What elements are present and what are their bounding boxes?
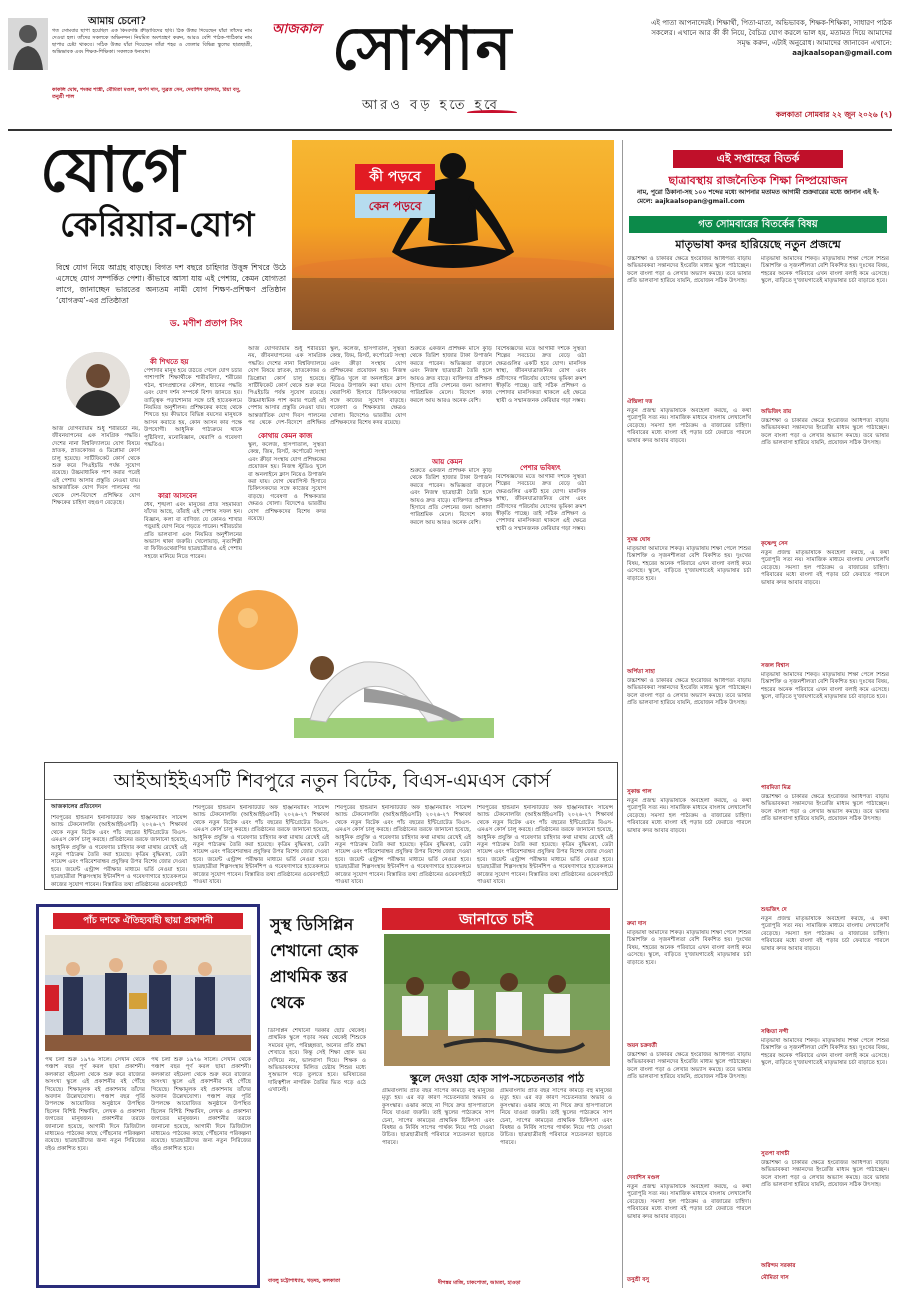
letters-col-2g: মাতৃভাষা আমাদের শিকড়। মাতৃভাষায় শিক্ষা পেলে শিশুর চিন্তাশক্তি ও সৃজনশীলতা বেশি বিকশিত হয়। দুঃখের বিষয়, শহরের অনেক পরিবারে এখন বাংলা বলাই কমে এসেছে। স্কুলে, বাড়িতে দু'জায়গাতেই মাতৃভাষার চর্চা বাড়াতে হবে। [761, 1038, 889, 1067]
letters-col-1d: উচ্চশিক্ষা ও চাকরির ক্ষেত্রে ইংরেজির আধিপত্য বাড়ায় অভিভাবকরা সন্তানদের ইংরেজি মাধ্যম স্কুলে পাঠাচ্ছেন। ফলে বাংলা পড়া ও লেখার অভ্যাস কমছে। তবে ভাষার প্রতি ভালবাসা হারিয়ে যায়নি, প্রয়োজন সঠিক উৎসাহ। [627, 678, 751, 707]
sub-where: কোথায় কেমন কাজ [258, 432, 313, 440]
tagline-swoosh [467, 110, 517, 115]
writer-9: অভিজিৎ রায় [761, 409, 792, 415]
iiest-divider [45, 799, 617, 800]
publisher-story-body-2: পথ চলা শুরু ১৯৭৬ সালে। সেখান থেকে পঞ্চাশ বছর পূর্ণ করল ছায়া প্রকাশনী। কলকাতা বইমেলা থেকে শুরু করে রাজ্যের অসংখ্য স্কুলে এই প্রকাশনীর বই পৌঁছে গিয়েছে। শিক্ষামূলক বই প্রকাশনায় তাঁদের অবদান উল্লেখযোগ্য। পঞ্চাশ বছর পূর্তি উপলক্ষে আয়োজিত অনুষ্ঠানে উপস্থিত ছিলেন বিশিষ্ট শিক্ষাবিদ, লেখক ও প্রকাশনা জগতের মানুষজন। প্রকাশনীর তরফে জানানো হয়েছে, আগামী দিনে ডিজিটাল মাধ্যমেও পাঠকের কাছে পৌঁছনোর পরিকল্পনা রয়েছে। ছাত্রছাত্রীদের জন্য নতুন সিরিজের বইও প্রকাশিত হবে। [151, 1057, 251, 1152]
writer-4: সুকান্ত পাল [627, 789, 652, 795]
publisher-name: আজকাল [272, 22, 322, 37]
letters-col-2b: উচ্চশিক্ষা ও চাকরির ক্ষেত্রে ইংরেজির আধিপত্য বাড়ায় অভিভাবকরা সন্তানদের ইংরেজি মাধ্যম স্কুলে পাঠাচ্ছেন। ফলে বাংলা পড়া ও লেখার অভ্যাস কমছে। তবে ভাষার প্রতি ভালবাসা হারিয়ে যায়নি, প্রয়োজন সঠিক উৎসাহ। [761, 418, 889, 447]
debate-column [622, 140, 892, 1288]
letters-col-2: মাতৃভাষা আমাদের শিকড়। মাতৃভাষায় শিক্ষা পেলে শিশুর চিন্তাশক্তি ও সৃজনশীলতা বেশি বিকশিত হয়। দুঃখের বিষয়, শহরের অনেক পরিবারে এখন বাংলা বলাই কমে এসেছে। স্কুলে, বাড়িতে দু'জায়গাতেই মাতৃভাষার চর্চা বাড়াতে হবে। [761, 256, 889, 285]
letters-col-1e: নতুন প্রজন্ম মাতৃভাষাকে অবহেলা করছে, এ কথা পুরোপুরি সত্য নয়। সামাজিক মাধ্যমে বাংলায় লেখালেখি বেড়েছে। সমস্যা হল পাঠ্যক্রম ও বাজারের চাহিদা। পরিবারের মধ্যে বাংলা বই পড়ার চর্চা ফেরাতে পারলে ভাষার কদর আবার বাড়বে। [627, 798, 751, 834]
quiz-names: কাকলি ঘোষ, শংকর শাস্ত্রী, মৌমিতা মণ্ডল, অর্পণ দাস, সুব্রত সেন, দেবাশিস হালদার, রিয়া বসু, তনুশ্রী পাল [52, 87, 241, 100]
letters-col-1c: মাতৃভাষা আমাদের শিকড়। মাতৃভাষায় শিক্ষা পেলে শিশুর চিন্তাশক্তি ও সৃজনশীলতা বেশি বিকশিত হয়। দুঃখের বিষয়, শহরের অনেক পরিবারে এখন বাংলা বলাই কমে এসেছে। স্কুলে, বাড়িতে দু'জায়গাতেই মাতৃভাষার চর্চা বাড়াতে হবে। [627, 546, 751, 582]
writer-2: সুমন্ত ঘোষ [627, 537, 651, 543]
discipline-author: বাবলু চট্টোপাধ্যায়, খড়দহ, কলকাতা [268, 1278, 341, 1284]
lead-body-4: স্কুল, কলেজ, হাসপাতাল, সুস্থতা কেন্দ্র, জিম, রিসর্ট, কর্পোরেট সংস্থা এবং ক্রীড়া সংস্থায় যোগ প্রশিক্ষকের প্রয়োজন হয়। নিজস্ব স্টুডিও খুলে বা অনলাইনে ক্লাস নিয়েও উপার্জন করা যায়। যোগ থেরাপিস্ট হিসাবে চিকিৎসকদের সঙ্গে কাজের সুযোগ বাড়ছে। গবেষণা ও শিক্ষকতার ক্ষেত্রও খোলা। বিদেশেও ভারতীয় যোগ প্রশিক্ষকদের বিশেষ কদর রয়েছে। [248, 442, 326, 523]
iiest-body-col1: শিবপুরের ইন্ডিয়ান ইনস্টিটিউট অফ ইঞ্জিনিয়ারিং সায়েন্স অ্যান্ড টেকনোলজি (আইআইইএসটি) ২০২৬-২৭ শিক্ষাবর্ষ থেকে নতুন বিটেক এবং পাঁচ বছরের ইন্টিগ্রেটেড বিএস-এমএস কোর্স চালু করছে। প্রতিষ্ঠানের তরফে জানানো হয়েছে, আধুনিক প্রযুক্তি ও গবেষণার চাহিদার কথা মাথায় রেখেই এই নতুন পাঠ্যক্রম তৈরি করা হয়েছে। কৃত্রিম বুদ্ধিমত্তা, ডেটা সায়েন্স এবং পরিবেশবান্ধব প্রযুক্তির উপর বিশেষ জোর দেওয়া হবে। জয়েন্ট এন্ট্রান্স পরীক্ষার মাধ্যমে ভর্তি নেওয়া হবে। ছাত্রছাত্রীরা শিল্পসংস্থায় ইন্টার্নশিপ ও গবেষণাগারে হাতেকলমে কাজের সুযোগ পাবেন। বিস্তারিত তথ্য প্রতিষ্ঠানের ওয়েবসাইটে [51, 815, 187, 887]
writer-7: দেবাশিস মণ্ডল [627, 1175, 660, 1181]
masthead-tagline: আরও বড় হতে হবে [362, 98, 500, 113]
writer-15: সুতপা বাগচী [761, 1151, 790, 1157]
yoga-child-image [214, 570, 494, 756]
quiz-heading: আমায় চেনো? [88, 16, 146, 27]
writer-8: তনুশ্রী বসু [627, 1277, 650, 1283]
janate-title: জানাতে চাই [382, 908, 610, 930]
publisher-story-title: পাঁচ দশকে ঐতিহ্যবাহী ছায়া প্রকাশনী [53, 913, 243, 929]
debate-topic: ছাত্রাবস্থায় রাজনৈতিক শিক্ষা নিষ্প্রয়োজন [668, 174, 848, 187]
writer-10: কৃষ্ণেন্দু সেন [761, 541, 788, 547]
janate-body-2: গ্রামবাংলায় প্রতি বছর সাপের কামড়ে বহু মানুষের মৃত্যু হয়। এর বড় কারণ সচেতনতার অভাব ও কুসংস্কার। ওঝার কাছে না গিয়ে দ্রুত হাসপাতালে নিয়ে যাওয়া জরুরি। তাই স্কুলের পাঠ্যক্রমে সাপ চেনা, সাপের কামড়ের প্রাথমিক চিকিৎসা এবং বিষধর ও নির্বিষ সাপের পার্থক্য নিয়ে পাঠ দেওয়া উচিত। ছাত্রছাত্রীরাই পরিবারে সচেতনতা ছড়াতে পারবে। [500, 1088, 612, 1146]
lead-byline: ড. মণীশ প্রতাপ সিং [170, 319, 243, 329]
janate-box [378, 900, 618, 1290]
debate-title: এই সপ্তাহের বিতর্ক [673, 150, 843, 168]
writer-16: অরিন্দম সরকার [761, 1263, 796, 1269]
iiest-body-col3: শিবপুরের ইন্ডিয়ান ইনস্টিটিউট অফ ইঞ্জিনিয়ারিং সায়েন্স অ্যান্ড টেকনোলজি (আইআইইএসটি) ২০২৬-২৭ শিক্ষাবর্ষ থেকে নতুন বিটেক এবং পাঁচ বছরের ইন্টিগ্রেটেড বিএস-এমএস কোর্স চালু করছে। প্রতিষ্ঠানের তরফে জানানো হয়েছে, আধুনিক প্রযুক্তি ও গবেষণার চাহিদার কথা মাথায় রেখেই এই নতুন পাঠ্যক্রম তৈরি করা হয়েছে। কৃত্রিম বুদ্ধিমত্তা, ডেটা সায়েন্স এবং পরিবেশবান্ধব প্রযুক্তির উপর বিশেষ জোর দেওয়া হবে। জয়েন্ট এন্ট্রান্স পরীক্ষার মাধ্যমে ভর্তি নেওয়া হবে। ছাত্রছাত্রীরা শিল্পসংস্থায় ইন্টার্নশিপ ও গবেষণাগারে হাতেকলমে কাজের সুযোগ পাবেন। বিস্তারিত তথ্য প্রতিষ্ঠানের ওয়েবসাইটে পাওয়া যাবে। [335, 805, 471, 886]
writer-1: ঐন্দ্রিলা দত্ত [627, 399, 653, 405]
publisher-story-box [36, 904, 260, 1288]
debate-instructions: নাম, পুরো ঠিকানা-সহ ১০০ শব্দের মধ্যে আপনার মতামত আগামী শুক্রবারের মধ্যে জানান এই ই-মেলে: aajkaalsopan@gmail.com [637, 189, 880, 205]
iiest-reporter: আজকালের প্রতিবেদন [51, 804, 102, 810]
writer-11: সজল বিশ্বাস [761, 663, 790, 669]
children-snake-photo [384, 934, 610, 1066]
writer-5: রুমা দাস [627, 921, 647, 927]
lead-body-5: শুরুতে একজন প্রশিক্ষক মাসে কুড়ি থেকে তিরিশ হাজার টাকা উপার্জন করতে পারেন। অভিজ্ঞতা বাড়লে এবং নিজস্ব ছাত্রছাত্রী তৈরি হলে আয়ও দ্রুত বাড়ে। ব্যক্তিগত প্রশিক্ষক হিসাবে প্রতি সেশনের জন্য আলাদা পারিশ্রমিক মেলে। বিদেশে কাজ করলে আয় আরও অনেক বেশি। [410, 468, 492, 526]
iiest-box [44, 762, 618, 890]
last-debate-label: গত সোমবারের বিতর্কের বিষয় [629, 216, 887, 233]
letters-col-1h: নতুন প্রজন্ম মাতৃভাষাকে অবহেলা করছে, এ কথা পুরোপুরি সত্য নয়। সামাজিক মাধ্যমে বাংলায় লেখালেখি বেড়েছে। সমস্যা হল পাঠ্যক্রম ও বাজারের চাহিদা। পরিবারের মধ্যে বাংলা বই পড়ার চর্চা ফেরাতে পারলে ভাষার কদর আবার বাড়বে। [627, 1184, 751, 1220]
iiest-body-col2: শিবপুরের ইন্ডিয়ান ইনস্টিটিউট অফ ইঞ্জিনিয়ারিং সায়েন্স অ্যান্ড টেকনোলজি (আইআইইএসটি) ২০২৬-২৭ শিক্ষাবর্ষ থেকে নতুন বিটেক এবং পাঁচ বছরের ইন্টিগ্রেটেড বিএস-এমএস কোর্স চালু করছে। প্রতিষ্ঠানের তরফে জানানো হয়েছে, আধুনিক প্রযুক্তি ও গবেষণার চাহিদার কথা মাথায় রেখেই এই নতুন পাঠ্যক্রম তৈরি করা হয়েছে। কৃত্রিম বুদ্ধিমত্তা, ডেটা সায়েন্স এবং পরিবেশবান্ধব প্রযুক্তির উপর বিশেষ জোর দেওয়া হবে। জয়েন্ট এন্ট্রান্স পরীক্ষার মাধ্যমে ভর্তি নেওয়া হবে। ছাত্রছাত্রীরা শিল্পসংস্থায় ইন্টার্নশিপ ও গবেষণাগারে হাতেকলমে কাজের সুযোগ পাবেন। বিস্তারিত তথ্য প্রতিষ্ঠানের ওয়েবসাইটে পাওয়া যাবে। [193, 805, 329, 886]
janate-body-1: গ্রামবাংলায় প্রতি বছর সাপের কামড়ে বহু মানুষের মৃত্যু হয়। এর বড় কারণ সচেতনতার অভাব ও কুসংস্কার। ওঝার কাছে না গিয়ে দ্রুত হাসপাতালে নিয়ে যাওয়া জরুরি। তাই স্কুলের পাঠ্যক্রমে সাপ চেনা, সাপের কামড়ের প্রাথমিক চিকিৎসা এবং বিষধর ও নির্বিষ সাপের পার্থক্য নিয়ে পাঠ দেওয়া উচিত। ছাত্রছাত্রীরাই পরিবারে সচেতনতা ছড়াতে পারবে। [382, 1088, 494, 1146]
letters-col-2f: নতুন প্রজন্ম মাতৃভাষাকে অবহেলা করছে, এ কথা পুরোপুরি সত্য নয়। সামাজিক মাধ্যমে বাংলায় লেখালেখি বেড়েছে। সমস্যা হল পাঠ্যক্রম ও বাজারের চাহিদা। পরিবারের মধ্যে বাংলা বই পড়ার চর্চা ফেরাতে পারলে ভাষার কদর আবার বাড়বে। [761, 916, 889, 952]
lead-body-1: পেশাদার মানুষ হয়ে উঠতে গেলে যোগ চর্চার পাশাপাশি শিক্ষার্থীকে শারীরবিদ্যা, শরীরের গঠন, শ্বাসপ্রশ্বাসের কৌশল, ধ্যানের পদ্ধতি এবং যোগ দর্শন সম্পর্কে বিশদ জানতে হয়। তাত্ত্বিক পড়াশোনার সঙ্গে চাই হাতেকলমে নিয়মিত অনুশীলন। প্রশিক্ষকের কাছে থেকে শিখতে হয় কীভাবে বিভিন্ন বয়সের মানুষকে আসন করাতে হয়, কোন আসন কার পক্ষে উপযোগী। আধুনিক পাঠ্যক্রমে থাকে পুষ্টিবিদ্যা, মনোবিজ্ঞান, থেরাপি ও গবেষণা পদ্ধতিও। [144, 368, 242, 449]
janate-headline: স্কুলে দেওয়া হোক সাপ-সচেতনতার পাঠ [410, 1072, 584, 1085]
intro-body: এই পাতা আপনাদেরই। শিক্ষার্থী, পিতা-মাতা, অভিভাবক, শিক্ষক-শিক্ষিকা, সাধারণ পাঠক সকলের। এখানে আর কী কী নিয়ে, বৈচিত্র যোগ করলে ভাল হয়, মতামত দিয়ে আমাদের সমৃদ্ধ করুন, এটাই অনুরোধ। আমাদের জানাবেন এখানে: [651, 19, 892, 47]
writer-6: অয়ন চক্রবর্তী [627, 1043, 658, 1049]
quiz-photo [8, 18, 48, 70]
lead-headline-2: কেরিয়ার-যোগ [60, 205, 255, 245]
lead-standfirst: বিশ্বে যোগ নিয়ে আগ্রহ বাড়ছে। বিগত দশ বছরে চাহিদার উত্তুঙ্গ শিখরে উঠে এসেছে যোগ সম্পর্কিত পেশা। কীভাবে আসা যায় এই পেশায়, কেমন যোগ্যতা লাগে, জানাচ্ছেন ভারতের অন্যতম নামী যোগ শিক্ষণ-প্রশিক্ষণ প্রতিষ্ঠান ‘যোগক্রম’-এর প্রতিষ্ঠাতা [56, 263, 286, 305]
lead-body-col5: শুরুতে একজন প্রশিক্ষক মাসে কুড়ি থেকে তিরিশ হাজার টাকা উপার্জন করতে পারেন। অভিজ্ঞতা বাড়লে এবং নিজস্ব ছাত্রছাত্রী তৈরি হলে আয়ও দ্রুত বাড়ে। ব্যক্তিগত প্রশিক্ষক হিসাবে প্রতি সেশনের জন্য আলাদা পারিশ্রমিক মেলে। বিদেশে কাজ করলে আয় আরও অনেক বেশি। [410, 346, 492, 404]
writer-14: সঞ্চিতা নন্দী [761, 1029, 789, 1035]
sub-who: কারা আসবেন [158, 492, 197, 500]
janate-author: দীপঙ্কর মাজি, চাকপোতা, আমতা, হাওড়া [438, 1280, 521, 1286]
writer-17: মৌমিতা দাস [761, 1275, 789, 1281]
author-photo [66, 352, 130, 416]
discipline-title: সুস্থ ডিসিপ্লিন শেখানো হোক প্রাথমিক স্তর থেকে [270, 915, 359, 1012]
lead-body-6: বিশেষজ্ঞদের মতে আগামী দশকে সুস্থতা শিল্পের সবচেয়ে দ্রুত বেড়ে ওঠা ক্ষেত্রগুলির একটি হবে যোগ। মানসিক স্বাস্থ্য, জীবনযাত্রাজনিত রোগ এবং প্রবীণদের পরিচর্যায় যোগের ভূমিকা ক্রমশ স্বীকৃতি পাচ্ছে। তাই সঠিক প্রশিক্ষণ ও পেশাদার মানসিকতা থাকলে এই ক্ষেত্রে স্থায়ী ও সম্মানজনক কেরিয়ার গড়া সম্ভব। [496, 474, 586, 532]
last-debate-topic: মাতৃভাষা কদর হারিয়েছে নতুন প্রজন্মে [675, 238, 841, 251]
lead-body-2: আজ যোগব্যায়াম শুধু শরীরচর্চা নয়, জীবনযাপনের এক সামগ্রিক পদ্ধতি। দেশের নানা বিশ্ববিদ্যালয়ে যোগ বিষয়ে স্নাতক, স্নাতকোত্তর ও ডিপ্লোমা কোর্স চালু হয়েছে। সার্টিফিকেট কোর্স থেকে শুরু করে পিএইচডি পর্যন্ত সুযোগ রয়েছে। উচ্চমাধ্যমিক পাশ করার পরেই এই পেশায় আসার প্রস্তুতি নেওয়া যায়। আন্তর্জাতিক যোগ দিবস পালনের পর থেকে দেশ-বিদেশে প্রশিক্ষিত যোগ শিক্ষকের চাহিদা বহুগুণ বেড়েছে। [52, 426, 140, 507]
masthead-title: সোপান [332, 14, 514, 84]
writer-3: অর্পিতা সাহা [627, 669, 655, 675]
badge-what: কী পড়বে [355, 164, 435, 190]
badge-why: কেন পড়বে [355, 194, 435, 218]
intro-box [640, 18, 892, 118]
letters-col-2h: উচ্চশিক্ষা ও চাকরির ক্ষেত্রে ইংরেজির আধিপত্য বাড়ায় অভিভাবকরা সন্তানদের ইংরেজি মাধ্যম স্কুলে পাঠাচ্ছেন। ফলে বাংলা পড়া ও লেখার অভ্যাস কমছে। তবে ভাষার প্রতি ভালবাসা হারিয়ে যায়নি, প্রয়োজন সঠিক উৎসাহ। [761, 1160, 889, 1189]
sub-income: আয় কেমন [432, 458, 463, 466]
letters-col-1g: উচ্চশিক্ষা ও চাকরির ক্ষেত্রে ইংরেজির আধিপত্য বাড়ায় অভিভাবকরা সন্তানদের ইংরেজি মাধ্যম স্কুলে পাঠাচ্ছেন। ফলে বাংলা পড়া ও লেখার অভ্যাস কমছে। তবে ভাষার প্রতি ভালবাসা হারিয়ে যায়নি, প্রয়োজন সঠিক উৎসাহ। [627, 1052, 751, 1081]
dateline: কলকাতা সোমবার ২২ জুন ২০২৬ (৭) [775, 110, 892, 119]
discipline-body-1: ডিসিপ্লিন শেখানো দরকার ছোট থেকেই। প্রাথমিক স্কুলে পড়ার সময় থেকেই শিশুকে সময়ের মূল্য, পরিচ্ছন্নতা, অন্যের প্রতি শ্রদ্ধা শেখাতে হবে। কিন্তু সেই শিক্ষা হোক ভয় দেখিয়ে নয়, ভালবাসা দিয়ে। শিক্ষক ও অভিভাবকদের মিলিত চেষ্টায় শিশুর মধ্যে সুঅভ্যাস গড়ে তুলতে হবে। ভবিষ্যতের দায়িত্বশীল নাগরিক তৈরির ভিত গড়ে ওঠে এখানেই। [268, 1028, 366, 1094]
publisher-story-body-1: পথ চলা শুরু ১৯৭৬ সালে। সেখান থেকে পঞ্চাশ বছর পূর্ণ করল ছায়া প্রকাশনী। কলকাতা বইমেলা থেকে শুরু করে রাজ্যের অসংখ্য স্কুলে এই প্রকাশনীর বই পৌঁছে গিয়েছে। শিক্ষামূলক বই প্রকাশনায় তাঁদের অবদান উল্লেখযোগ্য। পঞ্চাশ বছর পূর্তি উপলক্ষে আয়োজিত অনুষ্ঠানে উপস্থিত ছিলেন বিশিষ্ট শিক্ষাবিদ, লেখক ও প্রকাশনা জগতের মানুষজন। প্রকাশনীর তরফে জানানো হয়েছে, আগামী দিনে ডিজিটাল মাধ্যমেও পাঠকের কাছে পৌঁছনোর পরিকল্পনা রয়েছে। ছাত্রছাত্রীদের জন্য নতুন সিরিজের বইও প্রকাশিত হবে। [45, 1057, 145, 1152]
iiest-body-col4: শিবপুরের ইন্ডিয়ান ইনস্টিটিউট অফ ইঞ্জিনিয়ারিং সায়েন্স অ্যান্ড টেকনোলজি (আইআইইএসটি) ২০২৬-২৭ শিক্ষাবর্ষ থেকে নতুন বিটেক এবং পাঁচ বছরের ইন্টিগ্রেটেড বিএস-এমএস কোর্স চালু করছে। প্রতিষ্ঠানের তরফে জানানো হয়েছে, আধুনিক প্রযুক্তি ও গবেষণার চাহিদার কথা মাথায় রেখেই এই নতুন পাঠ্যক্রম তৈরি করা হয়েছে। কৃত্রিম বুদ্ধিমত্তা, ডেটা সায়েন্স এবং পরিবেশবান্ধব প্রযুক্তির উপর বিশেষ জোর দেওয়া হবে। জয়েন্ট এন্ট্রান্স পরীক্ষার মাধ্যমে ভর্তি নেওয়া হবে। ছাত্রছাত্রীরা শিল্পসংস্থায় ইন্টার্নশিপ ও গবেষণাগারে হাতেকলমে কাজের সুযোগ পাবেন। বিস্তারিত তথ্য প্রতিষ্ঠানের ওয়েবসাইটে পাওয়া যাবে। [477, 805, 613, 886]
publisher-event-photo [45, 935, 251, 1051]
quiz-text: গত সোমবার ছাপা হয়েছিল এক কিংবদন্তি ক্রীড়াবিদের ছবি। ঠিক উত্তর দিয়েছেন যাঁরা তাঁদের নাম দেওয়া হল। তাঁদের সকলকে অভিনন্দন। নিয়মিত অংশগ্রহণ করুন, আরও বেশি পাঠক-পাঠিকার নাম ছাপার চেষ্টা থাকবে। সঠিক উত্তর যাঁরা দিয়েছেন তাঁরা শহর ও জেলার বিভিন্ন স্কুলের ছাত্রছাত্রী, অভিভাবক এবং শিক্ষক-শিক্ষিকা। সকলকে ধন্যবাদ। [52, 28, 252, 55]
masthead [262, 10, 592, 120]
letters-col-1: উচ্চশিক্ষা ও চাকরির ক্ষেত্রে ইংরেজির আধিপত্য বাড়ায় অভিভাবকরা সন্তানদের ইংরেজি মাধ্যম স্কুলে পাঠাচ্ছেন। ফলে বাংলা পড়া ও লেখার অভ্যাস কমছে। তবে ভাষার প্রতি ভালবাসা হারিয়ে যায়নি, প্রয়োজন সঠিক উৎসাহ। [627, 256, 751, 285]
intro-text [640, 18, 892, 88]
letters-col-2e: উচ্চশিক্ষা ও চাকরির ক্ষেত্রে ইংরেজির আধিপত্য বাড়ায় অভিভাবকরা সন্তানদের ইংরেজি মাধ্যম স্কুলে পাঠাচ্ছেন। ফলে বাংলা পড়া ও লেখার অভ্যাস কমছে। তবে ভাষার প্রতি ভালবাসা হারিয়ে যায়নি, প্রয়োজন সঠিক উৎসাহ। [761, 794, 889, 823]
lead-body-col3: আজ যোগব্যায়াম শুধু শরীরচর্চা নয়, জীবনযাপনের এক সামগ্রিক পদ্ধতি। দেশের নানা বিশ্ববিদ্যালয়ে যোগ বিষয়ে স্নাতক, স্নাতকোত্তর ও ডিপ্লোমা কোর্স চালু হয়েছে। সার্টিফিকেট কোর্স থেকে শুরু করে পিএইচডি পর্যন্ত সুযোগ রয়েছে। উচ্চমাধ্যমিক পাশ করার পরেই এই পেশায় আসার প্রস্তুতি নেওয়া যায়। আন্তর্জাতিক যোগ দিবস পালনের পর থেকে দেশ-বিদেশে প্রশিক্ষিত [248, 346, 326, 426]
letters-col-1b: নতুন প্রজন্ম মাতৃভাষাকে অবহেলা করছে, এ কথা পুরোপুরি সত্য নয়। সামাজিক মাধ্যমে বাংলায় লেখালেখি বেড়েছে। সমস্যা হল পাঠ্যক্রম ও বাজারের চাহিদা। পরিবারের মধ্যে বাংলা বই পড়ার চর্চা ফেরাতে পারলে ভাষার কদর আবার বাড়বে। [627, 408, 751, 444]
letters-col-2c: নতুন প্রজন্ম মাতৃভাষাকে অবহেলা করছে, এ কথা পুরোপুরি সত্য নয়। সামাজিক মাধ্যমে বাংলায় লেখালেখি বেড়েছে। সমস্যা হল পাঠ্যক্রম ও বাজারের চাহিদা। পরিবারের মধ্যে বাংলা বই পড়ার চর্চা ফেরাতে পারলে ভাষার কদর আবার বাড়বে। [761, 550, 889, 586]
lead-headline-1: যোগে [40, 133, 185, 206]
sub-future: পেশার ভবিষ্যৎ [520, 464, 561, 472]
writer-12: পারমিতা মিত্র [761, 785, 791, 791]
letters-col-1f: মাতৃভাষা আমাদের শিকড়। মাতৃভাষায় শিক্ষা পেলে শিশুর চিন্তাশক্তি ও সৃজনশীলতা বেশি বিকশিত হয়। দুঃখের বিষয়, শহরের অনেক পরিবারে এখন বাংলা বলাই কমে এসেছে। স্কুলে, বাড়িতে দু'জায়গাতেই মাতৃভাষার চর্চা বাড়াতে হবে। [627, 930, 751, 966]
intro-email[interactable]: aajkaalsopan@gmail.com [792, 49, 892, 57]
yoga-hero-image [292, 140, 614, 330]
lead-body-col6: বিশেষজ্ঞদের মতে আগামী দশকে সুস্থতা শিল্পের সবচেয়ে দ্রুত বেড়ে ওঠা ক্ষেত্রগুলির একটি হবে যোগ। মানসিক স্বাস্থ্য, জীবনযাত্রাজনিত রোগ এবং প্রবীণদের পরিচর্যায় যোগের ভূমিকা ক্রমশ স্বীকৃতি পাচ্ছে। তাই সঠিক প্রশিক্ষণ ও পেশাদার মানসিকতা থাকলে এই ক্ষেত্রে স্থায়ী ও সম্মানজনক কেরিয়ার গড়া সম্ভব। [496, 346, 586, 404]
letters-col-2d: মাতৃভাষা আমাদের শিকড়। মাতৃভাষায় শিক্ষা পেলে শিশুর চিন্তাশক্তি ও সৃজনশীলতা বেশি বিকশিত হয়। দুঃখের বিষয়, শহরের অনেক পরিবারে এখন বাংলা বলাই কমে এসেছে। স্কুলে, বাড়িতে দু'জায়গাতেই মাতৃভাষার চর্চা বাড়াতে হবে। [761, 672, 889, 701]
lead-body-col4: স্কুল, কলেজ, হাসপাতাল, সুস্থতা কেন্দ্র, জিম, রিসর্ট, কর্পোরেট সংস্থা এবং ক্রীড়া সংস্থায় যোগ প্রশিক্ষকের প্রয়োজন হয়। নিজস্ব স্টুডিও খুলে বা অনলাইনে ক্লাস নিয়েও উপার্জন করা যায়। যোগ থেরাপিস্ট হিসাবে চিকিৎসকদের সঙ্গে কাজের সুযোগ বাড়ছে। গবেষণা ও শিক্ষকতার ক্ষেত্রও খোলা। বিদেশেও ভারতীয় যোগ প্রশিক্ষকদের বিশেষ কদর রয়েছে। [330, 346, 406, 427]
iiest-headline: আইআইইএসটি শিবপুরে নতুন বিটেক, বিএস-এমএস কোর্স [113, 770, 551, 792]
writer-13: শুভজিৎ দে [761, 907, 787, 913]
quiz-box [8, 14, 253, 112]
sub-learn: কী শিখতে হয় [150, 358, 189, 366]
lead-body-3: ধৈর্য, শৃঙ্খলা এবং মানুষের প্রতি সহমর্মিতা যাঁদের আছে, তাঁরাই এই পেশায় সফল হন। বিজ্ঞান, কলা বা বাণিজ্য যে কোনও শাখার পড়ুয়াই যোগ নিয়ে পড়তে পারেন। শরীরচর্চার প্রতি ভালবাসা এবং নিয়মিত অনুশীলনের অভ্যাস থাকা জরুরি। খেলোয়াড়, নৃত্যশিল্পী বা ফিজিওথেরাপির ছাত্রছাত্রীরাও এই পেশায় সহজে মানিয়ে নিতে পারেন। [144, 502, 242, 560]
